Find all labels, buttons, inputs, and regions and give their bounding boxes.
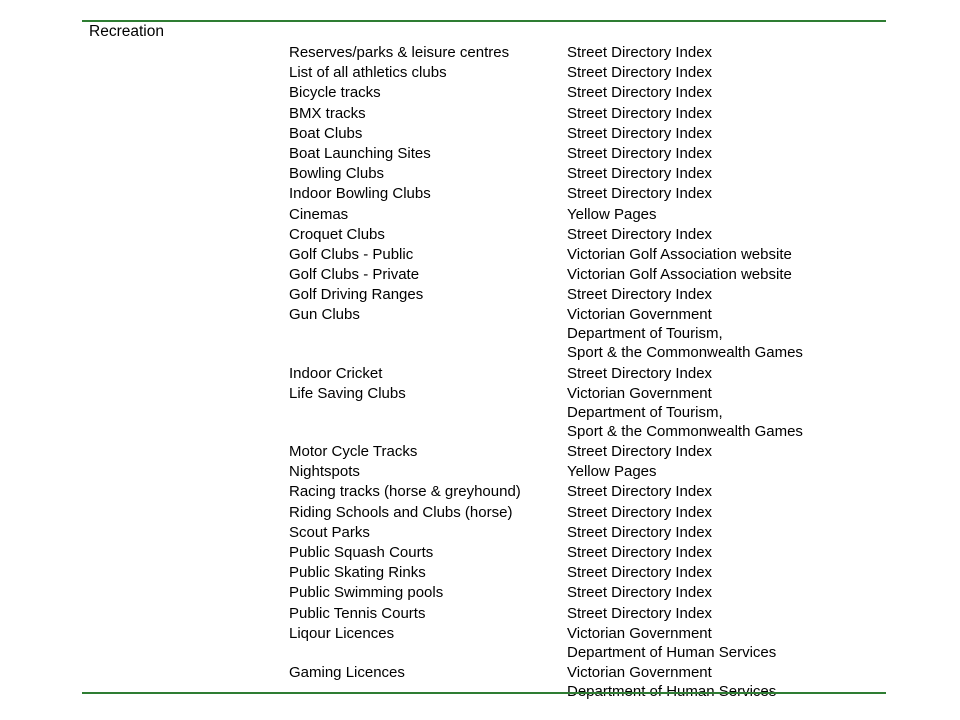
- source-line: Street Directory Index: [567, 225, 713, 243]
- table-row: [289, 144, 869, 163]
- source-line: Street Directory Index: [567, 64, 713, 82]
- information-source: [567, 205, 869, 224]
- recreation-item: Boat Launching Sites: [289, 144, 431, 162]
- table-row: [289, 583, 869, 602]
- recreation-item: Riding Schools and Clubs (horse): [289, 503, 513, 521]
- table-row: [289, 104, 869, 123]
- recreation-item: Motor Cycle Tracks: [289, 443, 418, 460]
- table-row: [289, 384, 869, 441]
- recreation-item: BMX tracks: [289, 104, 366, 122]
- information-source: [567, 83, 869, 102]
- source-line: Sport & the Commonwealth Games: [567, 344, 803, 362]
- source-line: Sport & the Commonwealth Games: [567, 422, 803, 440]
- recreation-item: Liqour Licences: [289, 624, 395, 642]
- source-line: Street Directory Index: [567, 604, 713, 622]
- information-source: [567, 624, 869, 662]
- table-row: [289, 124, 869, 143]
- recreation-item: Golf Clubs - Private: [289, 266, 420, 284]
- source-line: Street Directory Index: [567, 144, 713, 162]
- recreation-table: [289, 43, 869, 702]
- information-source: [567, 305, 869, 362]
- information-source: [567, 43, 869, 62]
- table-row: [289, 43, 869, 62]
- recreation-item: Life Saving Clubs: [289, 384, 406, 402]
- table-row: [289, 265, 869, 284]
- recreation-item: Cinemas: [289, 205, 349, 223]
- recreation-item: Indoor Bowling Clubs: [289, 185, 431, 203]
- table-row: [289, 503, 869, 522]
- recreation-item: Racing tracks (horse & greyhound): [289, 483, 521, 501]
- information-source: [567, 144, 869, 163]
- information-source: [567, 164, 869, 183]
- information-source: [567, 184, 869, 203]
- information-source: [567, 245, 869, 264]
- source-line: Street Directory Index: [567, 543, 713, 561]
- source-line: Victorian Government: [567, 306, 712, 324]
- source-line: Department of Human Services: [567, 643, 777, 661]
- recreation-item: Croquet Clubs: [289, 225, 385, 243]
- source-line: Street Directory Index: [567, 443, 713, 460]
- information-source: [567, 63, 869, 82]
- source-line: Street Directory Index: [567, 185, 713, 203]
- table-row: [289, 364, 869, 383]
- information-source: [567, 442, 869, 461]
- source-line: Street Directory Index: [567, 364, 713, 382]
- information-source: [567, 604, 869, 623]
- recreation-item: Gun Clubs: [289, 306, 360, 324]
- recreation-item: Public Swimming pools: [289, 584, 444, 602]
- table-row: [289, 563, 869, 582]
- recreation-item: Golf Driving Ranges: [289, 286, 424, 304]
- table-row: [289, 63, 869, 82]
- recreation-item: Public Skating Rinks: [289, 564, 426, 582]
- information-source: [567, 663, 869, 701]
- section-heading: Recreation: [89, 23, 164, 40]
- table-row: [289, 663, 869, 701]
- table-row: [289, 164, 869, 183]
- information-source: [567, 124, 869, 143]
- source-line: Street Directory Index: [567, 483, 713, 501]
- source-line: Yellow Pages: [567, 463, 657, 481]
- table-row: [289, 482, 869, 501]
- source-line: Yellow Pages: [567, 205, 657, 223]
- table-row: [289, 205, 869, 224]
- recreation-item: Bowling Clubs: [289, 165, 385, 183]
- information-source: [567, 285, 869, 304]
- recreation-item: Reserves/parks & leisure centres: [289, 44, 510, 61]
- table-row: [289, 305, 869, 362]
- source-line: Victorian Government: [567, 624, 712, 642]
- source-line: Street Directory Index: [567, 124, 713, 142]
- recreation-item: List of all athletics clubs: [289, 64, 447, 82]
- information-source: [567, 364, 869, 383]
- source-line: Victorian Government: [567, 384, 712, 402]
- information-source: [567, 523, 869, 542]
- source-line: Victorian Golf Association website: [567, 245, 792, 263]
- table-row: [289, 604, 869, 623]
- information-source: [567, 225, 869, 244]
- recreation-item: Bicycle tracks: [289, 84, 381, 102]
- information-source: [567, 583, 869, 602]
- table-row: [289, 462, 869, 481]
- table-row: [289, 543, 869, 562]
- source-line: Street Directory Index: [567, 286, 713, 304]
- recreation-item: Scout Parks: [289, 523, 370, 541]
- recreation-item: Nightspots: [289, 463, 360, 481]
- table-row: [289, 245, 869, 264]
- table-row: [289, 83, 869, 102]
- information-source: [567, 482, 869, 501]
- information-source: [567, 543, 869, 562]
- source-line: Street Directory Index: [567, 44, 713, 61]
- recreation-item: Golf Clubs - Public: [289, 245, 414, 263]
- table-row: [289, 225, 869, 244]
- source-line: Victorian Government: [567, 663, 712, 681]
- information-source: [567, 503, 869, 522]
- table-row: [289, 523, 869, 542]
- source-line: Department of Tourism,: [567, 325, 723, 343]
- information-source: [567, 563, 869, 582]
- recreation-item: Public Squash Courts: [289, 543, 434, 561]
- information-source: [567, 462, 869, 481]
- source-line: Street Directory Index: [567, 503, 713, 521]
- table-row: [289, 285, 869, 304]
- source-line: Department of Tourism,: [567, 403, 723, 421]
- recreation-item: Indoor Cricket: [289, 364, 383, 382]
- recreation-item: Boat Clubs: [289, 124, 363, 142]
- source-line: Street Directory Index: [567, 84, 713, 102]
- table-row: [289, 624, 869, 662]
- source-line: Street Directory Index: [567, 523, 713, 541]
- source-line: Street Directory Index: [567, 165, 713, 183]
- recreation-item: Public Tennis Courts: [289, 604, 426, 622]
- information-source: [567, 384, 869, 441]
- source-line: Street Directory Index: [567, 584, 713, 602]
- top-rule: [82, 20, 886, 22]
- table-row: [289, 442, 869, 461]
- recreation-item: Gaming Licences: [289, 663, 405, 681]
- information-source: [567, 265, 869, 284]
- source-line: Street Directory Index: [567, 104, 713, 122]
- source-line: Street Directory Index: [567, 564, 713, 582]
- source-line: Victorian Golf Association website: [567, 266, 792, 284]
- information-source: [567, 104, 869, 123]
- bottom-rule: [82, 692, 886, 694]
- table-row: [289, 184, 869, 203]
